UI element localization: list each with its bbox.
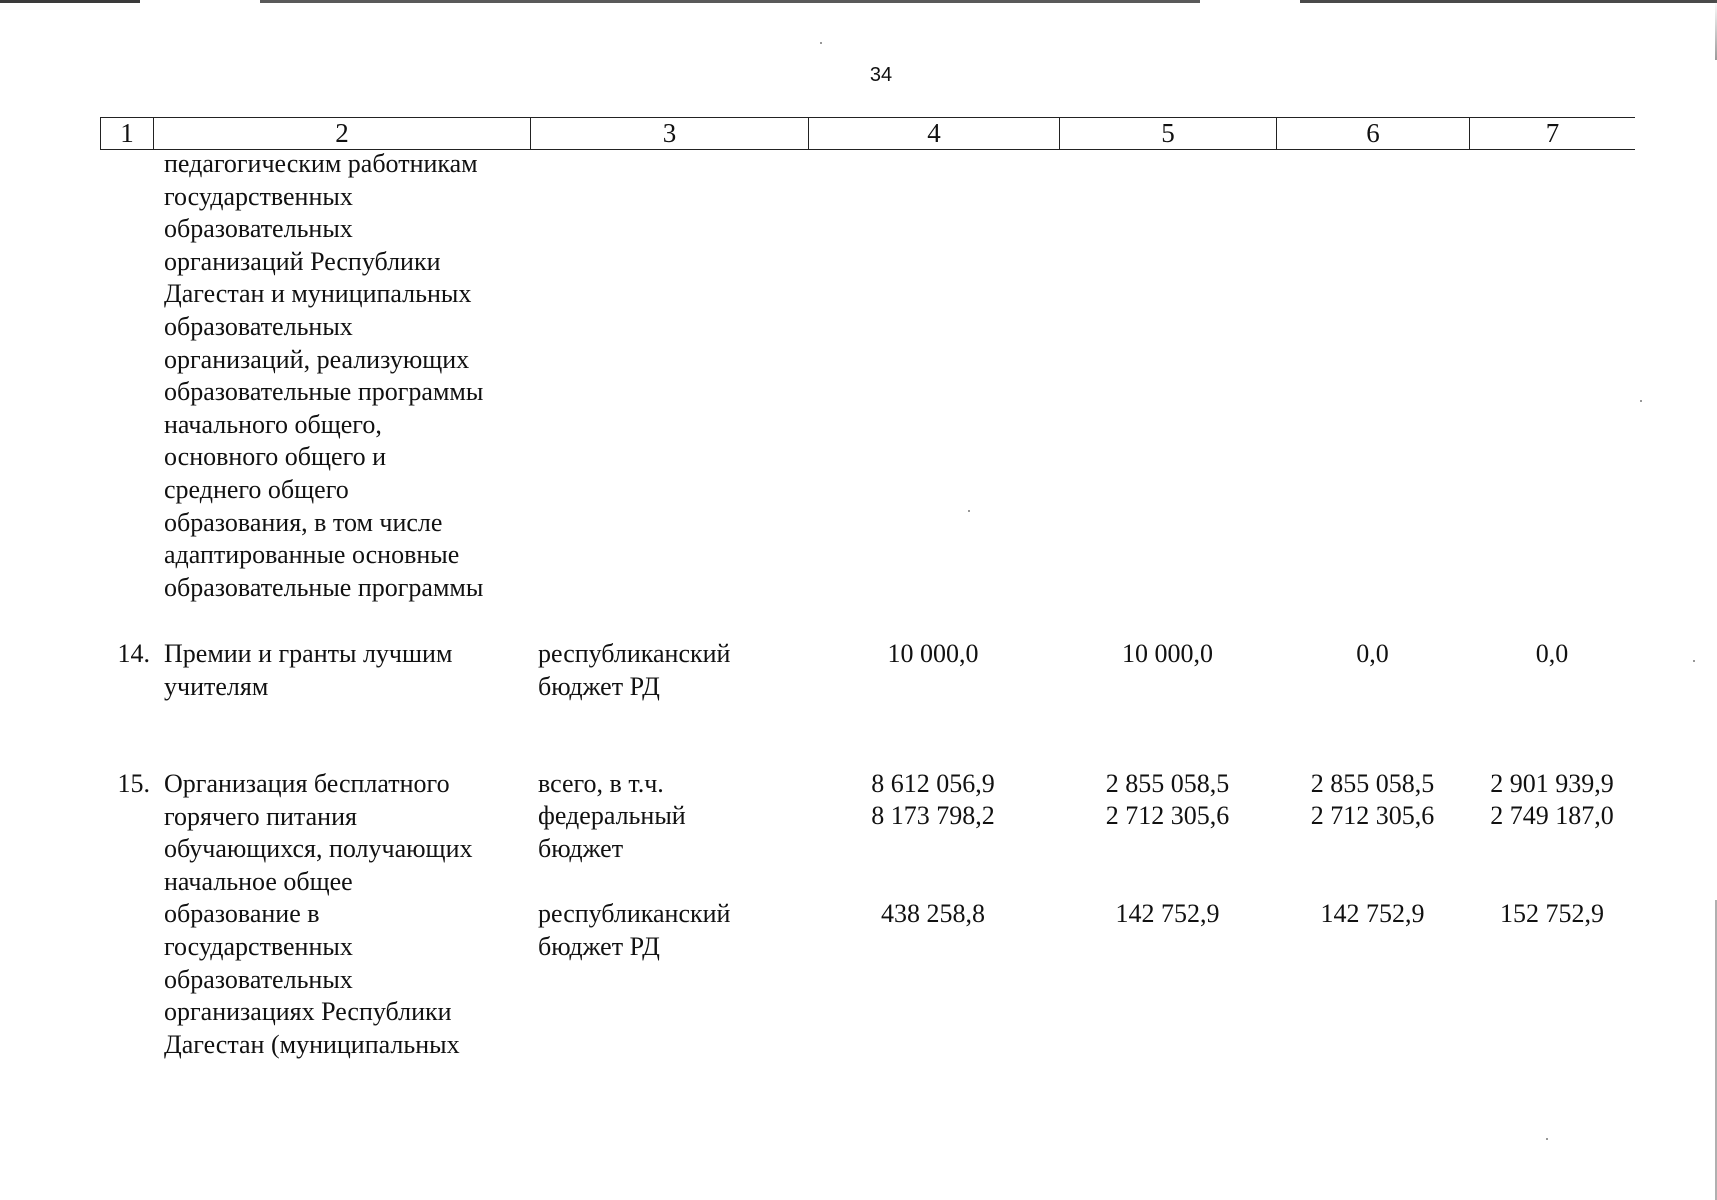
scan-speck [820, 42, 822, 44]
row-15-total-col-4: 8 612 056,9 [871, 769, 995, 798]
row-15-total-col-5: 2 855 058,5 [1105, 769, 1230, 798]
scan-speck [1546, 1138, 1548, 1140]
page-number: 34 [869, 64, 893, 86]
row-15-federal-col-7: 2 749 187,0 [1490, 801, 1614, 830]
row-14-col-5: 10 000,0 [1122, 639, 1213, 668]
row-15-republican-col-4: 438 258,8 [881, 899, 985, 928]
row-15-federal-col-4: 8 173 798,2 [871, 801, 995, 830]
row-15-federal-col-6: 2 712 305,6 [1310, 801, 1435, 830]
scan-speck [968, 510, 970, 512]
scan-edge-top [0, 0, 1717, 3]
row-14-source: республиканский бюджет РД [538, 639, 731, 701]
row-14-col-6: 0,0 [1356, 639, 1389, 668]
row-15-number: 15. [117, 769, 150, 798]
row-15-total-col-7: 2 901 939,9 [1490, 769, 1614, 798]
table-header-row [100, 117, 1635, 150]
continued-row-description: педагогическим работникам государственных образовательных организаций Республики Дагестан и муниципальных образовательных организаций, реализующих образовательные программы начального общего, основного общего и среднего общего образования, в том числе адаптированные основные образовательные программы [164, 149, 484, 602]
row-15-republican-col-7: 152 752,9 [1500, 899, 1604, 928]
row-15-source-total: всего, в т.ч. [538, 769, 664, 798]
row-14-col-4: 10 000,0 [887, 639, 979, 668]
row-15-name: Организация бесплатного горячего питания обучающихся, получающих начальное общее образование в государственных образовательных организациях Республики Дагестан (муниципальных [164, 769, 473, 1059]
row-14-number: 14. [117, 639, 150, 668]
header-col-5: 5 [1059, 118, 1276, 149]
row-14-name: Премии и гранты лучшим учителям [164, 639, 453, 701]
row-15-source-republican: республиканский бюджет РД [538, 899, 731, 961]
scan-speck [1640, 400, 1642, 402]
row-14-col-7: 0,0 [1535, 639, 1569, 668]
row-15-federal-col-5: 2 712 305,6 [1105, 801, 1230, 830]
header-col-4: 4 [808, 118, 1059, 149]
header-col-3: 3 [530, 118, 808, 149]
row-15-republican-col-5: 142 752,9 [1115, 899, 1220, 928]
row-15-republican-col-6: 142 752,9 [1320, 899, 1425, 928]
row-15-total-col-6: 2 855 058,5 [1310, 769, 1435, 798]
header-col-2: 2 [153, 118, 530, 149]
header-col-6: 6 [1276, 118, 1469, 149]
header-col-7: 7 [1469, 118, 1635, 149]
header-col-1: 1 [100, 118, 153, 149]
row-15-source-federal: федеральный бюджет [538, 801, 686, 863]
scan-speck [1693, 660, 1695, 662]
